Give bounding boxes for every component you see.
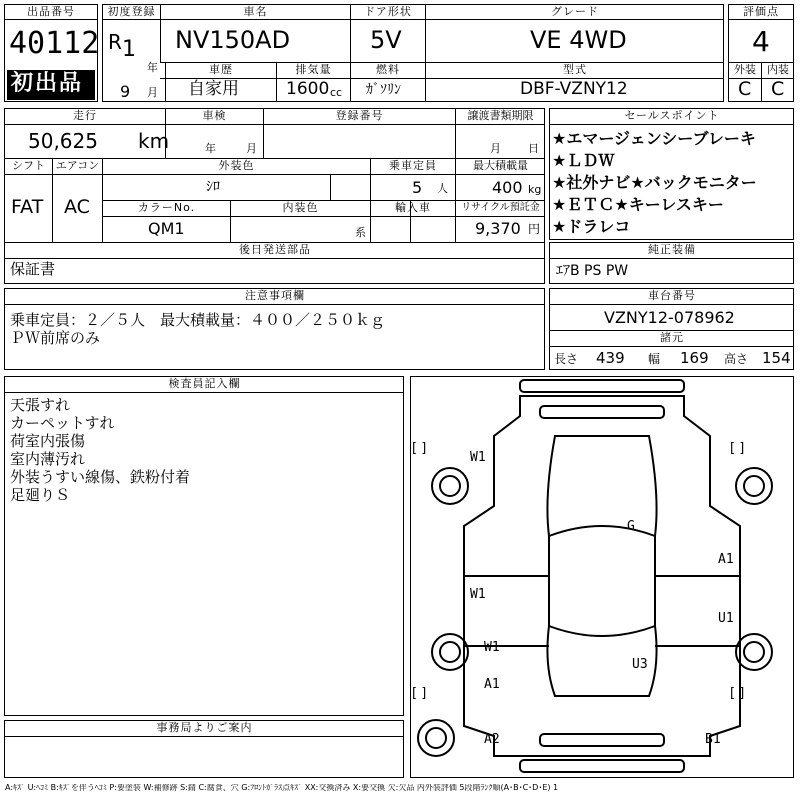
caution-line: ＰＷ前席のみ bbox=[10, 329, 101, 347]
ac-label: エアコン bbox=[55, 159, 100, 172]
color: ｼﾛ bbox=[206, 179, 220, 195]
later-parts: 保証書 bbox=[10, 260, 56, 278]
damage-mark: A1 bbox=[718, 552, 734, 567]
wheel-rear-left bbox=[432, 634, 468, 670]
equipment: ｴｱB PS PW bbox=[556, 263, 629, 279]
lot-box bbox=[4, 4, 98, 102]
car-name: NV150AD bbox=[175, 26, 291, 54]
later-label: 後日発送部品 bbox=[239, 243, 311, 256]
caution-line: 乗車定員：２／５人 最大積載量：４００／２５０ｋｇ bbox=[10, 311, 386, 329]
reg-month: 9 bbox=[120, 82, 131, 101]
damage-mark: U1 bbox=[718, 611, 734, 626]
inspector-line: 室内薄汚れ bbox=[10, 450, 86, 468]
car-name-label: 車名 bbox=[243, 5, 268, 18]
length: 439 bbox=[596, 349, 625, 367]
ext-label: 外装 bbox=[734, 63, 756, 76]
history: 自家用 bbox=[188, 79, 239, 99]
inspector-label: 検査員記入欄 bbox=[168, 377, 241, 390]
car-diagram-svg bbox=[410, 376, 794, 778]
lot-label: 出品番号 bbox=[5, 5, 97, 20]
fuel: ｶﾞｿﾘﾝ bbox=[366, 82, 401, 98]
wheel-front-left bbox=[432, 468, 468, 504]
damage-mark: W1 bbox=[470, 587, 486, 602]
legend: A:ｷｽﾞ U:ﾍｺﾐ B:ｷｽﾞを伴うﾍｺﾐ P:要塗装 W:補修跡 S:錆 C:腐食、穴 G:ﾌﾛﾝﾄｶﾞﾗｽ点ｷｽﾞ XX:交換済み X:要交換 欠:欠品 内外装評価 5段階ﾗﾝｸ順(A･B･C･D･E) 1 bbox=[5, 784, 559, 792]
plate-label: 登録番号 bbox=[335, 109, 384, 122]
inspection-label: 車検 bbox=[202, 109, 227, 122]
sales-point: ★社外ナビ★バックモニター bbox=[552, 173, 757, 192]
car-rear-glass bbox=[549, 626, 655, 636]
door-type: 5V bbox=[370, 26, 402, 54]
length-label: 長さ bbox=[554, 352, 579, 366]
reg-year: 1 bbox=[122, 37, 136, 62]
import-label: 輸入車 bbox=[395, 201, 431, 214]
load: 400 bbox=[492, 178, 523, 197]
ac: AC bbox=[64, 196, 90, 218]
mileage-unit: km bbox=[138, 129, 170, 153]
damage-mark: W1 bbox=[484, 640, 500, 655]
bracket-marker: [ ] bbox=[730, 686, 745, 701]
damage-mark: W1 bbox=[470, 450, 486, 465]
inspector-line: 荷室内張傷 bbox=[10, 432, 86, 450]
shift: FAT bbox=[11, 196, 44, 218]
shift-label: シフト bbox=[12, 159, 45, 172]
wheel-front-right bbox=[736, 468, 772, 504]
year-unit: 年 bbox=[147, 61, 158, 74]
grade-label: グレード bbox=[551, 5, 599, 18]
disp-label: 排気量 bbox=[295, 63, 332, 76]
transfer-day-unit: 日 bbox=[528, 142, 539, 155]
sales-label: セールスポイント bbox=[624, 109, 720, 122]
history-label: 車歴 bbox=[209, 63, 233, 76]
transfer-month-unit: 月 bbox=[490, 142, 501, 155]
chassis-number: VZNY12-078962 bbox=[604, 308, 735, 327]
inspector-line: 足廻りＳ bbox=[10, 486, 71, 504]
first-listing-text: 初出品 bbox=[11, 71, 84, 96]
recycle: 9,370 bbox=[475, 219, 521, 238]
sales-point: ★ＥＴＣ★キーレスキー bbox=[552, 195, 724, 214]
color-no: QM1 bbox=[148, 219, 185, 238]
width: 169 bbox=[680, 349, 709, 367]
fuel-label: 燃料 bbox=[376, 63, 400, 76]
inspector-line: カーペットすれ bbox=[10, 414, 115, 432]
spare-wheel bbox=[418, 720, 454, 756]
insp-year-unit: 年 bbox=[205, 142, 216, 155]
damage-mark: B1 bbox=[705, 732, 721, 747]
bracket-marker: [ ] bbox=[730, 441, 745, 456]
model-code: DBF-VZNY12 bbox=[520, 79, 628, 99]
insp-month-unit: 月 bbox=[246, 142, 257, 155]
grade: VE 4WD bbox=[530, 26, 627, 54]
damage-mark: G bbox=[627, 519, 635, 534]
int-label: 内装 bbox=[767, 63, 789, 76]
height-label: 高さ bbox=[724, 352, 749, 366]
disp-unit: cc bbox=[330, 86, 343, 99]
first-reg-label: 初度登録 bbox=[107, 5, 156, 18]
recycle-unit: 円 bbox=[528, 222, 541, 236]
sales-point: ★エマージェンシーブレーキ bbox=[552, 129, 756, 148]
recycle-label: リサイクル預託金 bbox=[461, 202, 540, 213]
load-label: 最大積載量 bbox=[473, 159, 528, 172]
model-label: 型式 bbox=[563, 63, 587, 76]
int-grade: C bbox=[771, 78, 785, 100]
int-color-unit: 系 bbox=[355, 226, 366, 239]
capacity: 5 bbox=[412, 178, 423, 197]
int-color-label: 内装色 bbox=[282, 201, 319, 214]
sales-point: ★ドラレコ bbox=[552, 217, 631, 236]
inspector-line: 外装うすい線傷、鉄粉付着 bbox=[10, 468, 191, 486]
car-windshield bbox=[549, 526, 655, 536]
color-no-label: カラーNo. bbox=[137, 201, 196, 214]
chassis-label: 車台番号 bbox=[648, 289, 696, 302]
transfer-label: 譲渡書類期限 bbox=[467, 109, 534, 122]
office-label: 事務局よりご案内 bbox=[156, 721, 253, 734]
capacity-unit: 人 bbox=[437, 182, 448, 195]
displacement: 1600 bbox=[286, 79, 330, 99]
mileage: 50,625 bbox=[28, 129, 98, 153]
equipment-label: 純正装備 bbox=[648, 243, 696, 256]
width-label: 幅 bbox=[648, 352, 661, 366]
lot-number: 40112 bbox=[9, 26, 100, 61]
height: 154 bbox=[762, 349, 791, 367]
damage-mark: U3 bbox=[632, 657, 648, 672]
damage-mark: A1 bbox=[484, 677, 500, 692]
caution-label: 注意事項欄 bbox=[245, 289, 305, 302]
capacity-label: 乗車定員 bbox=[389, 159, 437, 172]
ext-grade: C bbox=[738, 78, 752, 100]
mileage-label: 走行 bbox=[73, 109, 97, 122]
inspector-line: 天張すれ bbox=[10, 396, 71, 414]
bracket-marker: [ ] bbox=[412, 686, 427, 701]
era: R bbox=[108, 30, 122, 54]
sales-point: ★ＬＤＷ bbox=[552, 151, 615, 170]
load-unit: kg bbox=[528, 183, 542, 196]
score: 4 bbox=[752, 25, 770, 58]
score-label: 評価点 bbox=[743, 5, 779, 18]
damage-mark: A2 bbox=[484, 732, 500, 747]
bracket-marker: [ ] bbox=[412, 441, 427, 456]
door-label: ドア形状 bbox=[364, 5, 412, 18]
color-label: 外装色 bbox=[218, 159, 255, 172]
dims-label: 諸元 bbox=[660, 331, 684, 344]
wheel-rear-right bbox=[736, 634, 772, 670]
month-unit: 月 bbox=[147, 86, 158, 99]
